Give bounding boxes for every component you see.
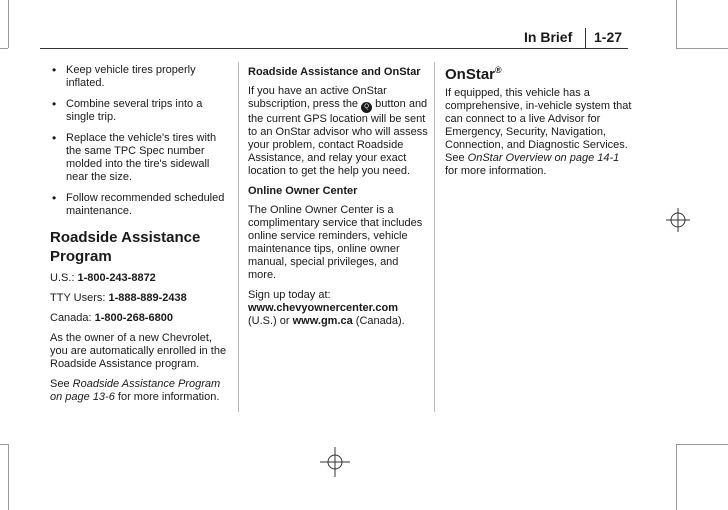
roadside-program-heading: Roadside Assistance Program: [50, 229, 201, 265]
onstar-overview-link[interactable]: OnStar Overview on page 14-1: [467, 152, 620, 164]
page-number: 1-27: [594, 29, 623, 45]
header-rule: [40, 48, 628, 49]
onstar-heading: OnStar®: [445, 65, 502, 83]
list-item: • Keep vehicle tires properly inflated.: [52, 63, 196, 89]
onstar-description: If equipped, this vehicle has a comprehensive, in-vehicle system that can connect to a live Advisor for Emergency, Security, Navigation, Connection, and Diagnostic Services. See OnStar Overview on page 14-1 for more information.: [445, 87, 632, 177]
onstar-button-icon: Q: [361, 102, 372, 113]
roadside-program-link[interactable]: Roadside Assistance Program on page 13-6: [50, 378, 221, 403]
crop-mark: [8, 0, 9, 48]
onstar-paragraph: If you have an active OnStar subscription, press the Q button and the current GPS location will be sent to an OnStar advisor who will assess your problem, contact Roadside Assistance, and relay your exact location to get the help you need.: [248, 85, 428, 177]
crop-mark: [676, 444, 677, 510]
column-left: [50, 64, 230, 411]
signup-paragraph: Sign up today at: www.chevyownercenter.com (U.S.) or www.gm.ca (Canada).: [248, 289, 405, 327]
registration-mark-icon: [666, 208, 690, 232]
see-reference: See Roadside Assistance Program on page 13-6 for more information.: [50, 378, 221, 403]
registration-mark-icon: [320, 447, 350, 477]
column-divider: [434, 62, 435, 412]
column-divider: [238, 62, 239, 412]
tips-list: [50, 64, 230, 218]
roadside-onstar-heading: Roadside Assistance and OnStar: [248, 66, 421, 78]
canada-phone: Canada: 1-800-268-6800: [50, 312, 173, 324]
list-item: • Combine several trips into a single trip.: [52, 97, 203, 123]
crop-mark: [8, 444, 9, 510]
crop-mark: [0, 444, 8, 445]
crop-mark: [676, 0, 677, 48]
list-item: • Replace the vehicle's tires with the same TPC Spec number molded into the tire's sidewall near the size.: [52, 131, 217, 183]
section-title: In Brief: [524, 29, 573, 45]
owner-center-heading: Online Owner Center: [248, 185, 358, 197]
header-tick: [585, 28, 586, 48]
owner-center-url[interactable]: www.chevyownercenter.com: [248, 302, 398, 314]
us-phone: U.S.: 1-800-243-8872: [50, 272, 156, 284]
crop-mark: [676, 444, 728, 445]
owner-paragraph: As the owner of a new Chevrolet, you are automatically enrolled in the Roadside Assistance program.: [50, 332, 227, 370]
gm-ca-url[interactable]: www.gm.ca: [292, 315, 353, 327]
crop-mark: [0, 48, 8, 49]
crop-mark: [676, 48, 728, 49]
column-middle: [248, 66, 428, 335]
owner-center-paragraph: The Online Owner Center is a complimentary service that includes online service reminders, vehicle maintenance tips, online owner manual, special privileges, and more.: [248, 204, 423, 281]
column-right: [445, 64, 633, 185]
tty-phone: TTY Users: 1-888-889-2438: [50, 292, 187, 304]
list-item: • Follow recommended scheduled maintenance.: [52, 191, 225, 217]
